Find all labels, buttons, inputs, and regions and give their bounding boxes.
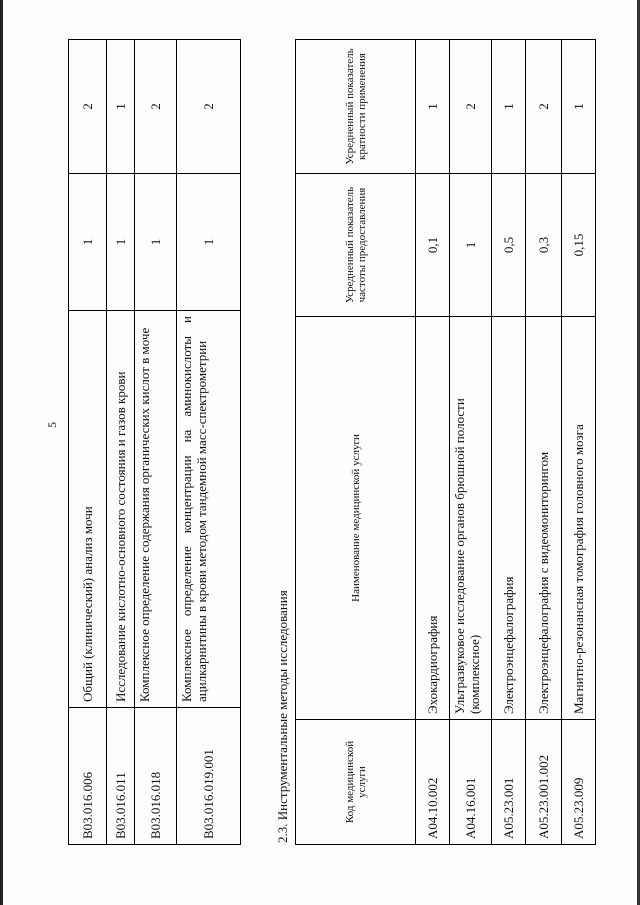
service-name: Магнитно-резонансная томография головного мозга [562, 317, 596, 720]
service-name: Электроэнцефалография с видеомониторингом [526, 317, 562, 720]
table-row [492, 40, 526, 845]
service-name: Комплексное определение содержания органических кислот в моче [135, 311, 177, 708]
service-code: B03.016.011 [107, 708, 135, 845]
table-row [177, 40, 241, 845]
service-name: Общий (клинический) анализ мочи [69, 311, 107, 708]
table-row [107, 40, 135, 845]
service-code: B03.016.006 [69, 708, 107, 845]
service-code: A04.16.001 [450, 720, 492, 845]
multiplicity-value: 1 [416, 40, 450, 174]
frequency-value: 1 [177, 174, 241, 311]
table-row [69, 40, 107, 845]
multiplicity-value: 1 [107, 40, 135, 174]
service-code: A05.23.001 [492, 720, 526, 845]
instrumental-methods-table [295, 39, 596, 845]
multiplicity-value: 2 [69, 40, 107, 174]
service-code: A05.23.001.002 [526, 720, 562, 845]
service-name: Исследование кислотно-основного состояния и газов крови [107, 311, 135, 708]
table-row [562, 40, 596, 845]
scan-edge-left [0, 0, 3, 905]
instrumental-section-wrapper [275, 40, 586, 845]
frequency-value: 0,15 [562, 174, 596, 317]
header-multiplicity: Усредненный показатель кратности применения [296, 40, 416, 174]
service-code: A04.10.002 [416, 720, 450, 845]
service-name: Эхокардиография [416, 317, 450, 720]
service-code: B03.016.018 [135, 708, 177, 845]
frequency-value: 0,5 [492, 174, 526, 317]
multiplicity-value: 2 [450, 40, 492, 174]
multiplicity-value: 2 [135, 40, 177, 174]
table-header-row [296, 40, 416, 845]
frequency-value: 1 [69, 174, 107, 311]
section-title: 2.3. Инструментальные методы исследования [275, 590, 290, 843]
service-name: Электроэнцефалография [492, 317, 526, 720]
lab-tests-table-wrapper [68, 40, 243, 845]
frequency-value: 1 [107, 174, 135, 311]
frequency-value: 1 [450, 174, 492, 317]
header-code: Код медицинской услуги [296, 720, 416, 845]
multiplicity-value: 1 [492, 40, 526, 174]
lab-tests-table [68, 39, 241, 845]
service-name: Ультразвуковое исследование органов брюшной полости (комплексное) [450, 317, 492, 720]
header-frequency: Усредненный показатель частоты предоставления [296, 174, 416, 317]
multiplicity-value: 2 [177, 40, 241, 174]
page-number: 5 [45, 422, 59, 428]
frequency-value: 0,1 [416, 174, 450, 317]
header-name: Наименование медицинской услуги [296, 317, 416, 720]
table-row [450, 40, 492, 845]
table-row [526, 40, 562, 845]
service-code: B03.016.019.001 [177, 708, 241, 845]
service-name: Комплексное определение концентрации на аминокислоты и ацилкарнитины в крови методом тандемной масс-спектрометрии [177, 311, 241, 708]
multiplicity-value: 1 [562, 40, 596, 174]
table-row [416, 40, 450, 845]
service-code: A05.23.009 [562, 720, 596, 845]
frequency-value: 0,3 [526, 174, 562, 317]
multiplicity-value: 2 [526, 40, 562, 174]
table-row [135, 40, 177, 845]
frequency-value: 1 [135, 174, 177, 311]
